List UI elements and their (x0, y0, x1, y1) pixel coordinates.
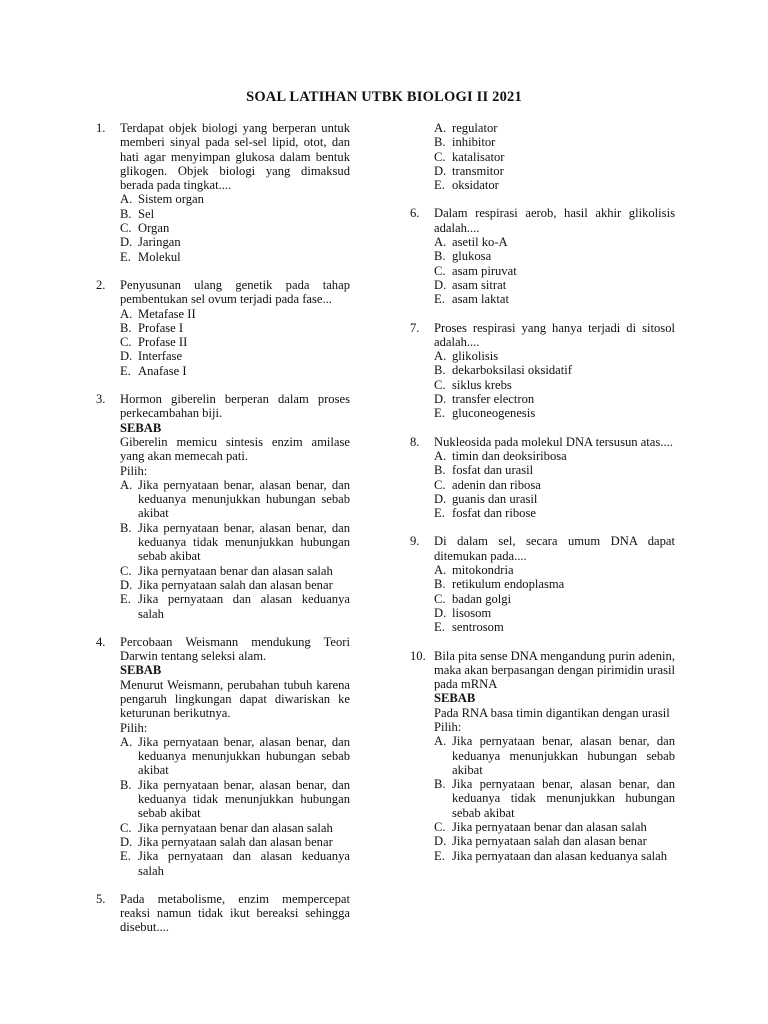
answer-option (120, 778, 350, 821)
answer-option (120, 192, 350, 206)
option-text: Jika pernyataan benar dan alasan salah (138, 820, 333, 835)
answer-option (434, 164, 675, 178)
option-text: dekarboksilasi oksidatif (452, 363, 572, 378)
option-letter: E. (120, 249, 131, 264)
question-stem: Dalam respirasi aerob, hasil akhir glikolisis adalah.... (434, 206, 675, 235)
option-text: mitokondria (452, 563, 514, 578)
option-letter: D. (120, 235, 133, 250)
answer-option (434, 563, 675, 577)
option-text: fosfat dan urasil (452, 463, 534, 478)
left-column (96, 121, 350, 949)
option-letter: A. (434, 734, 447, 749)
answer-option (120, 321, 350, 335)
option-letter: B. (120, 777, 132, 792)
option-letter: A. (120, 477, 133, 492)
answer-option (120, 835, 350, 849)
question-item (410, 121, 675, 192)
sebab-label: SEBAB (120, 420, 162, 435)
option-letter: B. (120, 206, 132, 221)
question-number: 7. (410, 320, 420, 335)
answer-option (434, 264, 675, 278)
option-letter: D. (120, 349, 133, 364)
option-letter: A. (120, 192, 133, 207)
option-text: Molekul (138, 249, 181, 264)
answer-option (434, 463, 675, 477)
answer-option (434, 135, 675, 149)
option-text: asetil ko-A (452, 235, 508, 250)
option-letter: E. (434, 506, 445, 521)
question-stem: Penyusunan ulang genetik pada tahap pembentukan sel ovum terjadi pada fase... (120, 277, 350, 307)
question-stem: Di dalam sel, secara umum DNA dapat ditemukan pada.... (434, 534, 675, 563)
option-letter: B. (434, 363, 446, 378)
question-number: 2. (96, 277, 106, 292)
option-letter: B. (434, 135, 446, 150)
question-number: 6. (410, 206, 420, 221)
option-list (434, 121, 675, 192)
option-letter: C. (434, 263, 446, 278)
option-text: Profase II (138, 335, 188, 350)
answer-option (434, 478, 675, 492)
answer-option (120, 478, 350, 521)
option-letter: D. (434, 163, 447, 178)
question-stem: Hormon giberelin berperan dalam proses perkecambahan biji. (120, 392, 350, 421)
question-reason: Pada RNA basa timin digantikan dengan urasil (434, 705, 670, 720)
answer-option (434, 492, 675, 506)
answer-option (120, 735, 350, 778)
option-text: guanis dan urasil (452, 491, 538, 506)
answer-option (120, 235, 350, 249)
option-text: gluconeogenesis (452, 406, 536, 421)
answer-option (120, 521, 350, 564)
option-letter: C. (434, 477, 446, 492)
answer-option (434, 592, 675, 606)
option-text: Interfase (138, 349, 183, 364)
option-list (434, 734, 675, 863)
answer-option (434, 406, 675, 420)
option-letter: B. (120, 520, 132, 535)
answer-option (434, 734, 675, 777)
question-stem: Pada metabolisme, enzim mempercepat reaksi namun tidak ikut bereaksi sehingga disebut.... (120, 891, 350, 935)
question-reason: Menurut Weismann, perubahan tubuh karena pengaruh lingkungan dapat diwariskan ke keturunan berikutnya. (120, 677, 350, 721)
option-text: fosfat dan ribose (452, 506, 536, 521)
option-text: Jika pernyataan salah dan alasan benar (138, 577, 333, 592)
option-text: lisosom (452, 605, 492, 620)
option-letter: E. (434, 406, 445, 421)
right-column (410, 121, 675, 877)
answer-option (434, 777, 675, 820)
answer-option (120, 592, 350, 621)
question-number: 10. (410, 648, 426, 663)
option-letter: C. (120, 563, 132, 578)
answer-option (120, 364, 350, 378)
option-letter: B. (434, 777, 446, 792)
option-letter: A. (434, 235, 447, 250)
option-letter: D. (434, 277, 447, 292)
option-text: Jika pernyataan benar, alasan benar, dan keduanya menunjukkan hubungan sebab akibat (138, 734, 350, 778)
option-text: asam piruvat (452, 263, 517, 278)
option-text: sentrosom (452, 620, 504, 635)
option-letter: E. (120, 849, 131, 864)
option-text: Profase I (138, 320, 184, 335)
option-text: inhibitor (452, 135, 496, 150)
answer-option (434, 620, 675, 634)
option-letter: A. (434, 349, 447, 364)
option-text: asam laktat (452, 292, 509, 307)
question-item (410, 435, 675, 521)
option-text: glukosa (452, 249, 492, 264)
option-text: Jika pernyataan benar, alasan benar, dan keduanya tidak menunjukkan hubungan sebab akibat (452, 777, 675, 820)
pilih-label: Pilih: (120, 463, 148, 478)
answer-option (434, 349, 675, 363)
question-reason: Giberelin memicu sintesis enzim amilase yang akan memecah pati. (120, 434, 350, 464)
option-letter: B. (434, 249, 446, 264)
option-letter: B. (434, 463, 446, 478)
option-letter: D. (434, 605, 447, 620)
answer-option (434, 378, 675, 392)
option-list (120, 735, 350, 878)
question-stem: Nukleosida pada molekul DNA tersusun atas.... (434, 434, 673, 449)
option-letter: A. (434, 121, 447, 135)
answer-option (120, 349, 350, 363)
answer-option (434, 121, 675, 135)
option-list (434, 349, 675, 420)
answer-option (120, 207, 350, 221)
option-list (434, 449, 675, 520)
question-item (96, 392, 350, 621)
option-text: Jika pernyataan benar, alasan benar, dan keduanya menunjukkan hubungan sebab akibat (452, 734, 675, 777)
answer-option (120, 578, 350, 592)
answer-option (434, 178, 675, 192)
option-list (120, 192, 350, 263)
option-letter: A. (434, 563, 447, 578)
option-letter: E. (434, 620, 445, 635)
document-title: SOAL LATIHAN UTBK BIOLOGI II 2021 (246, 89, 522, 105)
answer-option (120, 250, 350, 264)
option-letter: C. (434, 820, 446, 835)
sebab-label: SEBAB (120, 663, 162, 678)
option-letter: D. (434, 392, 447, 407)
option-letter: A. (120, 734, 133, 749)
option-text: Jika pernyataan dan alasan keduanya salah (138, 849, 350, 878)
question-item (410, 206, 675, 306)
option-text: Jika pernyataan benar dan alasan salah (138, 563, 333, 578)
question-item (96, 635, 350, 878)
option-letter: C. (120, 221, 132, 236)
option-letter: D. (434, 834, 447, 849)
question-number: 8. (410, 434, 420, 449)
answer-option (434, 849, 675, 863)
option-text: regulator (452, 121, 498, 135)
option-list (120, 307, 350, 378)
pilih-label: Pilih: (434, 719, 462, 734)
question-item (410, 649, 675, 863)
question-number: 9. (410, 534, 420, 549)
option-text: transmitor (452, 163, 504, 178)
option-text: Organ (138, 221, 170, 236)
option-text: Metafase II (138, 306, 196, 321)
sebab-label: SEBAB (434, 691, 476, 706)
option-text: badan golgi (452, 591, 512, 606)
answer-option (434, 577, 675, 591)
option-letter: D. (434, 491, 447, 506)
answer-option (434, 449, 675, 463)
question-item (410, 534, 675, 634)
option-text: Jika pernyataan benar dan alasan salah (452, 820, 647, 835)
option-text: oksidator (452, 178, 499, 193)
option-text: katalisator (452, 149, 505, 164)
answer-option (434, 506, 675, 520)
option-list (120, 478, 350, 621)
answer-option (120, 335, 350, 349)
question-stem: Terdapat objek biologi yang berperan untuk memberi sinyal pada sel-sel lipid, otot, dan hati agar menyimpan glukosa dalam bentuk glikogen. Objek biologi yang dimaksud berada pada tingkat.... (120, 121, 350, 193)
answer-option (120, 821, 350, 835)
option-text: Jika pernyataan dan alasan keduanya salah (452, 848, 668, 863)
option-list (434, 235, 675, 306)
option-text: Jika pernyataan benar, alasan benar, dan keduanya menunjukkan hubungan sebab akibat (138, 477, 350, 521)
option-text: adenin dan ribosa (452, 477, 541, 492)
option-text: Anafase I (138, 363, 187, 378)
answer-option (434, 278, 675, 292)
option-letter: C. (434, 149, 446, 164)
pilih-label: Pilih: (120, 720, 148, 735)
answer-option (434, 235, 675, 249)
answer-option (120, 307, 350, 321)
option-letter: B. (120, 320, 132, 335)
option-letter: A. (120, 306, 133, 321)
answer-option (120, 849, 350, 878)
option-text: timin dan deoksiribosa (452, 448, 567, 463)
question-number: 3. (96, 392, 106, 407)
option-letter: C. (120, 820, 132, 835)
answer-option (434, 150, 675, 164)
option-letter: C. (434, 377, 446, 392)
answer-option (434, 392, 675, 406)
question-item (96, 121, 350, 264)
answer-option (434, 249, 675, 263)
option-text: Sel (138, 206, 155, 221)
answer-option (434, 820, 675, 834)
option-letter: E. (434, 292, 445, 307)
question-number: 5. (96, 891, 106, 906)
option-letter: C. (120, 335, 132, 350)
question-stem: Percobaan Weismann mendukung Teori Darwin tentang seleksi alam. (120, 634, 350, 664)
option-text: Jika pernyataan benar, alasan benar, dan keduanya tidak menunjukkan hubungan sebab akibat (138, 777, 350, 821)
option-letter: E. (434, 178, 445, 193)
answer-option (120, 221, 350, 235)
question-stem: Bila pita sense DNA mengandung purin adenin, maka akan berpasangan dengan pirimidin urasil pada mRNA (434, 648, 675, 692)
option-text: Jika pernyataan salah dan alasan benar (138, 834, 333, 849)
option-text: siklus krebs (452, 377, 512, 392)
question-number: 1. (96, 121, 106, 135)
option-letter: B. (434, 577, 446, 592)
option-text: Sistem organ (138, 192, 204, 207)
question-item (410, 321, 675, 421)
option-letter: E. (434, 848, 445, 863)
option-list (434, 563, 675, 634)
question-item (96, 892, 350, 935)
option-letter: A. (434, 448, 447, 463)
option-text: glikolisis (452, 349, 499, 364)
option-text: retikulum endoplasma (452, 577, 565, 592)
answer-option (434, 834, 675, 848)
question-number: 4. (96, 634, 106, 649)
option-text: transfer electron (452, 392, 535, 407)
option-letter: D. (120, 577, 133, 592)
option-letter: E. (120, 592, 131, 607)
question-stem: Proses respirasi yang hanya terjadi di sitosol adalah.... (434, 320, 675, 349)
option-letter: C. (434, 591, 446, 606)
option-text: Jika pernyataan benar, alasan benar, dan keduanya tidak menunjukkan hubungan sebab akibat (138, 520, 350, 564)
option-text: asam sitrat (452, 277, 507, 292)
answer-option (434, 292, 675, 306)
question-item (96, 278, 350, 378)
answer-option (434, 606, 675, 620)
option-letter: D. (120, 834, 133, 849)
option-letter: E. (120, 363, 131, 378)
option-text: Jika pernyataan dan alasan keduanya salah (138, 592, 350, 621)
answer-option (434, 363, 675, 377)
option-text: Jika pernyataan salah dan alasan benar (452, 834, 647, 849)
option-text: Jaringan (138, 235, 181, 250)
answer-option (120, 564, 350, 578)
